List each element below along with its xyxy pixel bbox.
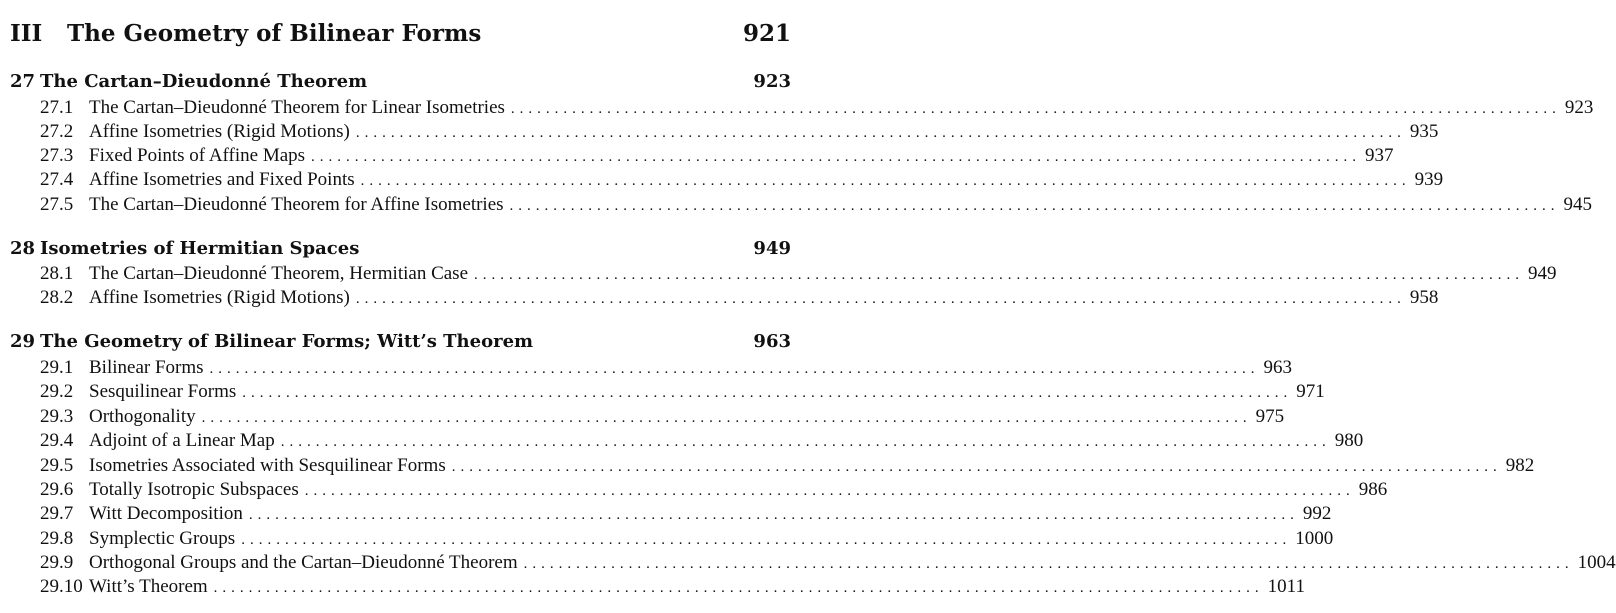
section-number: 29.1: [40, 357, 74, 378]
chapter-page: 923: [753, 71, 791, 92]
section-page: 949: [1528, 263, 1557, 284]
section-page: 1011: [1267, 576, 1305, 597]
section-page: 1004: [1577, 552, 1616, 573]
section-page: 992: [1302, 503, 1332, 524]
section-page: 937: [1365, 145, 1394, 166]
chapter-number: 28: [10, 238, 36, 259]
toc-entry[interactable]: [40, 454, 1535, 478]
dot-leader: ........................................................................................................................: [510, 101, 1561, 117]
part-title: The Geometry of Bilinear Forms: [67, 20, 482, 47]
chapter-number: 29: [10, 331, 36, 352]
section-number: 27.5: [40, 194, 74, 215]
toc-entry[interactable]: [40, 502, 1332, 526]
section-title: Affine Isometries (Rigid Motions): [89, 287, 350, 308]
dot-leader: ........................................................................................................................: [201, 410, 1252, 426]
chapter-heading[interactable]: [10, 238, 791, 262]
section-number: 29.9: [40, 552, 74, 573]
section-title: Totally Isotropic Subspaces: [89, 479, 299, 500]
toc-entry[interactable]: [40, 478, 1388, 502]
section-number: 29.8: [40, 528, 74, 549]
section-number: 29.7: [40, 503, 74, 524]
toc-entry[interactable]: [40, 262, 1557, 286]
section-page: 975: [1255, 406, 1285, 427]
toc-entry[interactable]: [40, 429, 1364, 453]
chapter-number: 27: [10, 71, 36, 92]
section-title: Sesquilinear Forms: [89, 381, 237, 402]
toc-entry[interactable]: [40, 96, 1594, 120]
toc-entry[interactable]: [40, 527, 1334, 551]
section-page: 1000: [1295, 528, 1334, 549]
section-number: 28.1: [40, 263, 74, 284]
toc-entry[interactable]: [40, 551, 1616, 575]
dot-leader: ........................................................................................................................: [311, 149, 1362, 165]
toc-entry[interactable]: [40, 405, 1285, 429]
toc-entry[interactable]: [40, 356, 1293, 380]
section-number: 29.3: [40, 406, 74, 427]
dot-leader: ........................................................................................................................: [509, 198, 1560, 214]
dot-leader: ........................................................................................................................: [242, 385, 1293, 401]
toc-entry[interactable]: [40, 168, 1444, 192]
dot-leader: ........................................................................................................................: [209, 361, 1260, 377]
chapter-page: 949: [753, 238, 791, 259]
section-title: Witt Decomposition: [89, 503, 243, 524]
dot-leader: ........................................................................................................................: [360, 173, 1411, 189]
chapter-title: The Cartan–Dieudonné Theorem: [40, 71, 368, 92]
section-page: 939: [1414, 169, 1444, 190]
section-title: Witt’s Theorem: [89, 576, 208, 597]
section-title: Affine Isometries and Fixed Points: [89, 169, 355, 190]
dot-leader: ........................................................................................................................: [523, 556, 1574, 572]
section-number: 29.5: [40, 455, 74, 476]
chapter-heading[interactable]: [10, 71, 791, 95]
section-title: Symplectic Groups: [89, 528, 236, 549]
part-number: III: [10, 20, 43, 47]
toc-entry[interactable]: [40, 144, 1394, 168]
chapter-title: Isometries of Hermitian Spaces: [40, 238, 360, 259]
dot-leader: ........................................................................................................................: [241, 532, 1292, 548]
toc-entry[interactable]: [40, 575, 1305, 599]
part-heading[interactable]: [10, 20, 791, 52]
section-page: 935: [1409, 121, 1439, 142]
section-number: 29.2: [40, 381, 74, 402]
section-page: 958: [1409, 287, 1439, 308]
section-page: 980: [1334, 430, 1364, 451]
chapter-heading[interactable]: [10, 331, 791, 355]
section-number: 28.2: [40, 287, 74, 308]
part-page: 921: [742, 20, 791, 47]
dot-leader: ........................................................................................................................: [451, 459, 1502, 475]
chapter-page: 963: [753, 331, 791, 352]
section-page: 986: [1358, 479, 1388, 500]
section-title: Adjoint of a Linear Map: [89, 430, 275, 451]
dot-leader: ........................................................................................................................: [280, 434, 1331, 450]
section-title: Orthogonality: [89, 406, 196, 427]
section-page: 971: [1296, 381, 1325, 402]
section-number: 29.4: [40, 430, 74, 451]
dot-leader: ........................................................................................................................: [355, 125, 1406, 141]
section-page: 982: [1505, 455, 1535, 476]
section-number: 27.2: [40, 121, 74, 142]
dot-leader: ........................................................................................................................: [248, 507, 1299, 523]
toc-entry[interactable]: [40, 286, 1439, 310]
dot-leader: ........................................................................................................................: [304, 483, 1355, 499]
section-title: Fixed Points of Affine Maps: [89, 145, 306, 166]
toc-entry[interactable]: [40, 380, 1325, 404]
section-number: 29.10: [40, 576, 83, 597]
section-title: The Cartan–Dieudonné Theorem, Hermitian Case: [89, 263, 468, 284]
section-page: 945: [1563, 194, 1593, 215]
chapter-title: The Geometry of Bilinear Forms; Witt’s Theorem: [40, 331, 534, 352]
section-number: 27.4: [40, 169, 74, 190]
toc-entry[interactable]: [40, 120, 1439, 144]
section-number: 27.1: [40, 97, 74, 118]
section-number: 27.3: [40, 145, 74, 166]
section-title: Orthogonal Groups and the Cartan–Dieudonné Theorem: [89, 552, 518, 573]
section-title: The Cartan–Dieudonné Theorem for Linear Isometries: [89, 97, 505, 118]
section-title: Bilinear Forms: [89, 357, 204, 378]
section-title: Isometries Associated with Sesquilinear Forms: [89, 455, 446, 476]
toc-entry[interactable]: [40, 193, 1593, 217]
section-title: The Cartan–Dieudonné Theorem for Affine Isometries: [89, 194, 504, 215]
section-number: 29.6: [40, 479, 74, 500]
section-page: 923: [1564, 97, 1594, 118]
dot-leader: ........................................................................................................................: [355, 291, 1406, 307]
dot-leader: ........................................................................................................................: [474, 267, 1524, 283]
dot-leader: ........................................................................................................................: [213, 580, 1264, 596]
section-title: Affine Isometries (Rigid Motions): [89, 121, 350, 142]
section-page: 963: [1263, 357, 1293, 378]
